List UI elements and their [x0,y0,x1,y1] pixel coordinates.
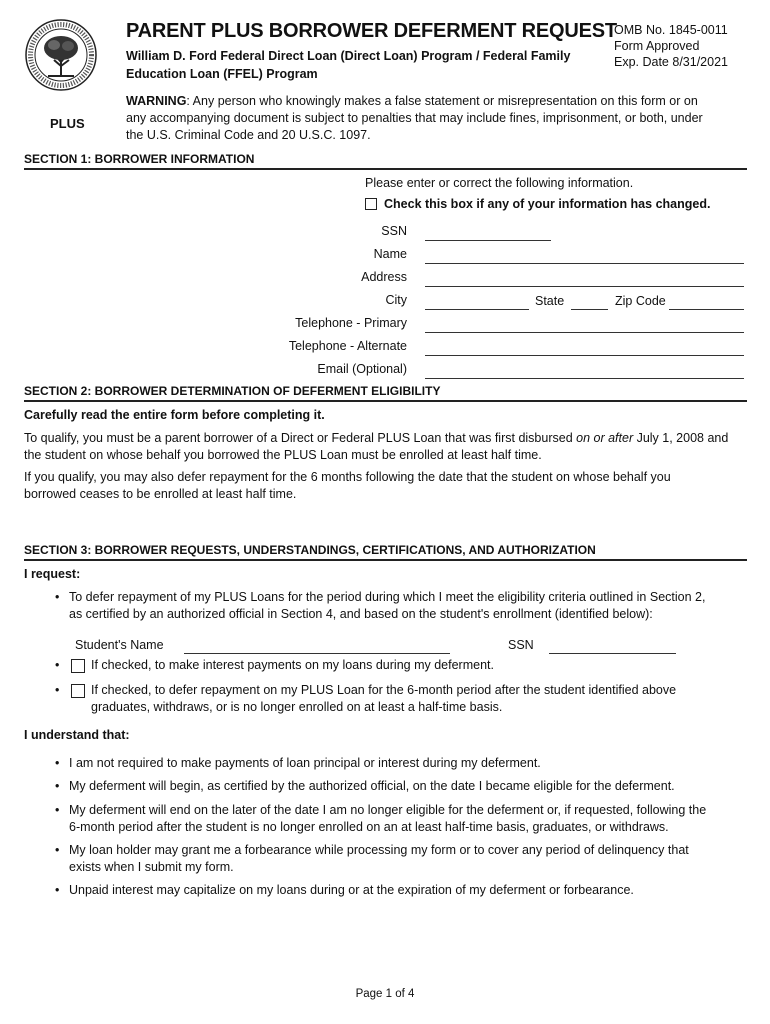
section-2-heading: SECTION 2: BORROWER DETERMINATION OF DEFERMENT ELIGIBILITY [24,384,441,398]
zip-label: Zip Code [615,294,666,308]
student-ssn-label: SSN [508,638,534,652]
student-name-label: Student's Name [75,638,164,652]
understand-item-1 [55,755,755,772]
phone-primary-field[interactable] [425,332,744,333]
omb-number: OMB No. 1845-0011 [614,23,728,37]
p1-line1-emphasis: on or after [576,431,634,445]
warning-label: WARNING [126,94,187,108]
p2-line1: If you qualify, you may also defer repayment for the 6 months following the date that the student on whose behalf you [24,470,671,484]
request-item-3-bullet: • [55,683,60,697]
understand-2-text: My deferment will begin, as certified by the authorized official, on the date I became eligible for the deferment. [69,779,675,793]
understand-1-text: I am not required to make payments of loan principal or interest during my deferment. [69,756,541,770]
state-label: State [535,294,565,308]
request-3-line-2: graduates, withdraws, or is no longer enrolled on at least a half-time basis. [91,700,503,714]
understand-4-line-1: My loan holder may grant me a forbearance while processing my form or to cover any period of delinquency that [69,843,689,857]
request-3-line-1: If checked, to defer repayment on my PLUS Loan for the 6-month period after the student identified above [91,683,677,697]
understand-item-4 [55,842,755,876]
request-1-line-1: To defer repayment of my PLUS Loans for the period during which I meet the eligibility criteria outlined in Section 2, [69,590,706,604]
expiration-date: Exp. Date 8/31/2021 [614,55,728,69]
subtitle-line-2: Education Loan (FFEL) Program [126,67,318,81]
understand-item-2 [55,778,755,795]
name-field[interactable] [425,263,744,264]
bullet: • [55,803,60,817]
zip-field[interactable] [669,309,744,310]
state-field[interactable] [571,309,608,310]
phone-alternate-field[interactable] [425,355,744,356]
request-heading: I request: [24,567,81,581]
interest-payments-checkbox[interactable] [71,659,85,673]
ssn-label: SSN [381,224,407,238]
warning-line-3: the U.S. Criminal Code and 20 U.S.C. 1097. [126,128,371,142]
omb-info [614,22,728,70]
info-changed-label: Check this box if any of your information has changed. [384,197,711,211]
warning-line-1: : Any person who knowingly makes a false statement or misrepresentation on this form or on [186,94,698,108]
plus-label: PLUS [50,116,85,131]
p1-line2: the student on whose behalf you borrowed the PLUS Loan must be enrolled at least half time. [24,448,542,462]
understand-5-text: Unpaid interest may capitalize on my loans during or at the expiration of my deferment or forbearance. [69,883,634,897]
form-subtitle [126,47,596,83]
name-label: Name [373,247,407,261]
section-1-rule [24,168,747,170]
section-3-heading: SECTION 3: BORROWER REQUESTS, UNDERSTANDINGS, CERTIFICATIONS, AND AUTHORIZATION [24,543,596,557]
phone-primary-label: Telephone - Primary [295,316,407,330]
p1-line1-a: To qualify, you must be a parent borrower of a Direct or Federal PLUS Loan that was first disbursed [24,431,577,445]
student-name-field[interactable] [184,653,450,654]
understand-3-line-1: My deferment will end on the later of the date I am no longer eligible for the deferment or, if requested, following the [69,803,707,817]
bullet: • [55,883,60,897]
section-2-paragraph-2 [24,469,754,503]
section-2-paragraph-1 [24,430,754,464]
p1-line1-b: July 1, 2008 and [633,431,729,445]
address-field[interactable] [425,286,744,287]
email-field[interactable] [425,378,744,379]
section-3-rule [24,559,747,561]
ssn-field[interactable] [425,240,551,241]
city-field[interactable] [425,309,529,310]
understand-4-line-2: exists when I submit my form. [69,860,234,874]
student-ssn-field[interactable] [549,653,676,654]
six-month-deferment-checkbox[interactable] [71,684,85,698]
department-of-education-seal-icon [24,18,98,92]
email-label: Email (Optional) [317,362,407,376]
bullet: • [55,756,60,770]
form-approved: Form Approved [614,39,700,53]
address-label: Address [361,270,407,284]
section-1-instruction: Please enter or correct the following information. [365,176,634,190]
warning-notice [126,93,746,144]
info-changed-checkbox[interactable] [365,198,377,210]
section-1-heading: SECTION 1: BORROWER INFORMATION [24,152,255,166]
request-3-label [91,682,751,716]
p2-line2: borrowed ceases to be enrolled at least half time. [24,487,297,501]
warning-line-2: any accompanying document is subject to penalties that may include fines, imprisonment, or both, under [126,111,703,125]
request-2-label: If checked, to make interest payments on my loans during my deferment. [91,658,494,672]
bullet: • [55,843,60,857]
subtitle-line-1: William D. Ford Federal Direct Loan (Direct Loan) Program / Federal Family [126,49,571,63]
page-number: Page 1 of 4 [355,988,415,1000]
section-2-rule [24,400,747,402]
phone-alternate-label: Telephone - Alternate [288,339,407,353]
form-title: PARENT PLUS BORROWER DEFERMENT REQUEST [126,20,617,42]
understand-3-line-2: 6-month period after the student is no longer enrolled on an at least half-time basis, graduates, or withdraws. [69,820,669,834]
understand-item-3 [55,802,755,836]
understand-item-5 [55,882,755,899]
request-item-2-bullet: • [55,658,60,672]
section-2-subheading: Carefully read the entire form before completing it. [24,408,325,422]
request-1-line-2: as certified by an authorized official in Section 4, and based on the student's enrollment (identified below): [69,607,653,621]
bullet: • [55,590,60,604]
understand-heading: I understand that: [24,728,130,742]
city-label: City [385,293,407,307]
bullet: • [55,779,60,793]
request-item-1 [55,589,755,623]
